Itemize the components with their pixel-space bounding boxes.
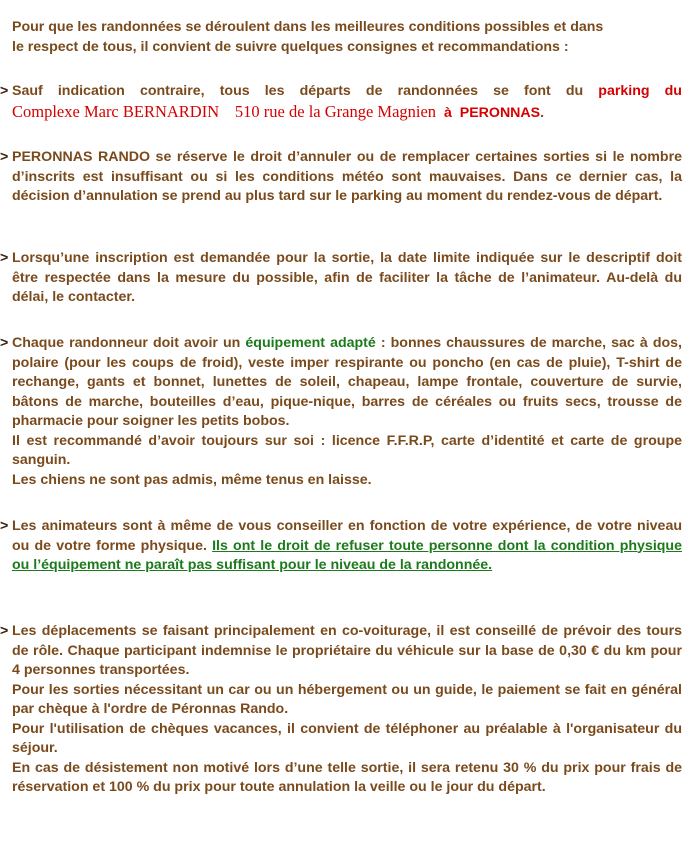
equipement-adapte: équipement adapté — [245, 335, 376, 351]
annulation-paragraph: PERONNAS RANDO se réserve le droit d’annuler ou de remplacer certaines sorties si le nombre d’inscrits est insuffisant ou si les conditions météo sont mauvaises. Dans ce dernier cas, la décision d’annulation se prend au plus tard sur le parking au moment du rendez-vous de départ. — [12, 149, 682, 204]
equipement-paragraph — [12, 334, 682, 490]
address: 510 rue de la Grange Magnien — [234, 101, 437, 121]
bullet-marker: > — [0, 149, 9, 165]
depart-line-2 — [12, 102, 682, 124]
deplacements-text: Les déplacements se faisant principalement en co-voiturage, il est conseillé de prévoir des tours de rôle. Chaque participant indemnise le propriétaire du véhicule sur la base de 0,30 € du km pour 4 personnes transportées. — [12, 623, 682, 678]
car-text: Pour les sorties nécessitant un car ou un hébergement ou un guide, le paiement se fait en général par chèque à l'ordre de Péronnas Rando. — [12, 681, 682, 717]
bullet-marker: > — [0, 83, 9, 99]
city: PERONNAS — [459, 104, 541, 121]
inscription-paragraph: Lorsqu’une inscription est demandée pour la sortie, la date limite indiquée sur le descriptif doit être respectée dans la mesure du possible, afin de faciliter la tâche de l’animateur. Au-delà du délai, le contacter. — [12, 250, 682, 305]
a-word: à — [443, 104, 452, 121]
bullet-marker: > — [0, 250, 9, 266]
cheques-text: Pour l'utilisation de chèques vacances, il convient de téléphoner au préalable à l'organisateur du séjour. — [12, 720, 682, 756]
desistement-text: En cas de désistement non motivé lors d’une telle sortie, il sera retenu 30 % du prix pour frais de réservation et 100 % du prix pour toute annulation la veille ou le jour du départ. — [12, 759, 682, 795]
bullet-marker: > — [0, 518, 9, 534]
depart-text: Sauf indication contraire, tous les départs de randonnées se font du — [12, 83, 584, 99]
chiens-line: Les chiens ne sont pas admis, même tenus en laisse. — [12, 471, 372, 488]
depart-line-1 — [12, 82, 682, 102]
deplacements-paragraph — [12, 622, 682, 798]
intro-line-1: Pour que les randonnées se déroulent dans les meilleures conditions possibles et dans — [12, 19, 604, 35]
equipement-after: : bonnes chaussures de marche, sac à dos, polaire (pour les coups de froid), veste imper respirante ou poncho (en cas de pluie), T-shirt de rechange, gants et bonnet, lunettes de soleil, chapeau, lampe frontale, couverture de survie, bâtons de marche, bouteilles d’eau, pique-nique, barres de céréales ou fruits secs, trousse de pharmacie pour soigner les petits bobos. — [12, 335, 682, 429]
depart-paragraph — [12, 82, 682, 123]
equipement-before: Chaque randonneur doit avoir un — [12, 335, 241, 351]
animateurs-paragraph — [12, 517, 682, 576]
animateurs-text: Les animateurs sont à même de vous conseiller en fonction de votre expérience, de votre niveau ou de votre forme physique. — [12, 518, 682, 554]
parking-label: parking du — [598, 83, 682, 99]
intro-paragraph — [12, 18, 682, 57]
bullet-marker: > — [0, 623, 9, 639]
animateurs-refus: Ils ont le droit de refuser toute personne dont la condition physique ou l’équipement ne paraît pas suffisant pour le niveau de la randonnée. — [12, 537, 682, 573]
intro-line-2: le respect de tous, il convient de suivre quelques consignes et recommandations : — [12, 38, 569, 55]
period: . — [540, 104, 545, 121]
place-name: Complexe Marc BERNARDIN — [12, 101, 220, 121]
bullet-marker: > — [0, 335, 9, 351]
licence-line: Il est recommandé d’avoir toujours sur soi : licence F.F.R.P, carte d’identité et carte de groupe sanguin. — [12, 432, 682, 468]
